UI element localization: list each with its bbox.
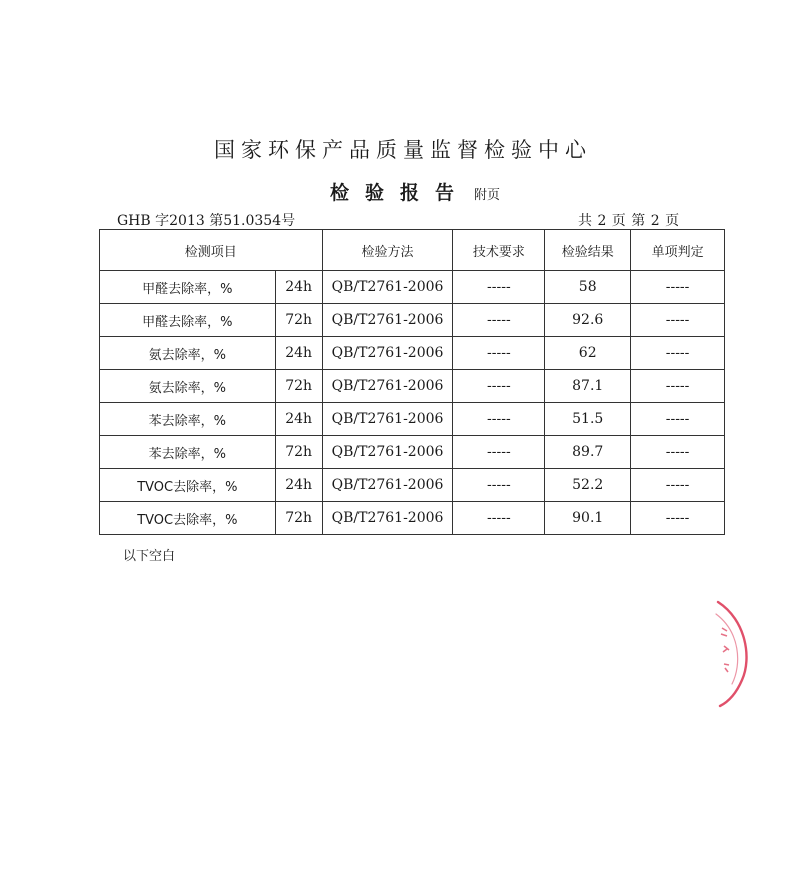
item-cell: 苯去除率，% — [100, 403, 276, 436]
item-cell: TVOC去除率，% — [100, 469, 276, 502]
method-cell: QB/T2761-2006 — [322, 403, 453, 436]
item-cell: 苯去除率，% — [100, 436, 276, 469]
header-result: 检验结果 — [545, 230, 631, 271]
requirement-cell: ----- — [453, 337, 545, 370]
duration-cell: 24h — [275, 469, 322, 502]
requirement-cell: ----- — [453, 436, 545, 469]
table-row — [100, 304, 725, 337]
duration-cell: 72h — [275, 304, 322, 337]
table-header-row — [100, 230, 725, 271]
report-title: 检验报告 — [329, 182, 470, 204]
judgment-cell: ----- — [631, 403, 725, 436]
header-method: 检验方法 — [322, 230, 453, 271]
requirement-cell: ----- — [453, 370, 545, 403]
method-cell: QB/T2761-2006 — [322, 502, 453, 535]
judgment-cell: ----- — [631, 469, 725, 502]
judgment-cell: ----- — [631, 370, 725, 403]
org-title: 国家环保产品质量监督检验中心 — [214, 138, 592, 162]
method-cell: QB/T2761-2006 — [322, 469, 453, 502]
method-cell: QB/T2761-2006 — [322, 337, 453, 370]
duration-cell: 24h — [275, 271, 322, 304]
result-cell: 52.2 — [545, 469, 631, 502]
result-cell: 62 — [545, 337, 631, 370]
method-cell: QB/T2761-2006 — [322, 271, 453, 304]
result-cell: 92.6 — [545, 304, 631, 337]
method-cell: QB/T2761-2006 — [322, 436, 453, 469]
requirement-cell: ----- — [453, 469, 545, 502]
judgment-cell: ----- — [631, 304, 725, 337]
duration-cell: 24h — [275, 337, 322, 370]
report-subtitle: 附页 — [474, 188, 501, 203]
table-row — [100, 436, 725, 469]
method-cell: QB/T2761-2006 — [322, 370, 453, 403]
result-cell: 89.7 — [545, 436, 631, 469]
table-row — [100, 370, 725, 403]
table-row — [100, 271, 725, 304]
header-judgment: 单项判定 — [631, 230, 725, 271]
inspection-results-table — [99, 229, 725, 535]
report-title-line — [0, 178, 800, 205]
requirement-cell: ----- — [453, 502, 545, 535]
item-cell: 氨去除率，% — [100, 337, 276, 370]
requirement-cell: ----- — [453, 304, 545, 337]
table-row — [100, 469, 725, 502]
item-cell: 氨去除率，% — [100, 370, 276, 403]
doc-number: GHB 字2013 第51.0354号 — [117, 213, 296, 229]
judgment-cell: ----- — [631, 271, 725, 304]
result-cell: 51.5 — [545, 403, 631, 436]
duration-cell: 72h — [275, 436, 322, 469]
judgment-cell: ----- — [631, 337, 725, 370]
judgment-cell: ----- — [631, 502, 725, 535]
duration-cell: 24h — [275, 403, 322, 436]
duration-cell: 72h — [275, 502, 322, 535]
table-row — [100, 502, 725, 535]
table-row — [100, 337, 725, 370]
result-cell: 58 — [545, 271, 631, 304]
item-cell: 甲醛去除率，% — [100, 271, 276, 304]
red-seal-icon — [712, 598, 752, 710]
table-row — [100, 403, 725, 436]
requirement-cell: ----- — [453, 271, 545, 304]
table-body — [100, 271, 725, 535]
result-cell: 87.1 — [545, 370, 631, 403]
page-info: 共 2 页 第 2 页 — [578, 213, 680, 229]
judgment-cell: ----- — [631, 436, 725, 469]
method-cell: QB/T2761-2006 — [322, 304, 453, 337]
header-item: 检测项目 — [100, 230, 323, 271]
header-requirement: 技术要求 — [453, 230, 545, 271]
footer-note: 以下空白 — [123, 549, 176, 564]
item-cell: TVOC去除率，% — [100, 502, 276, 535]
requirement-cell: ----- — [453, 403, 545, 436]
duration-cell: 72h — [275, 370, 322, 403]
result-cell: 90.1 — [545, 502, 631, 535]
item-cell: 甲醛去除率，% — [100, 304, 276, 337]
